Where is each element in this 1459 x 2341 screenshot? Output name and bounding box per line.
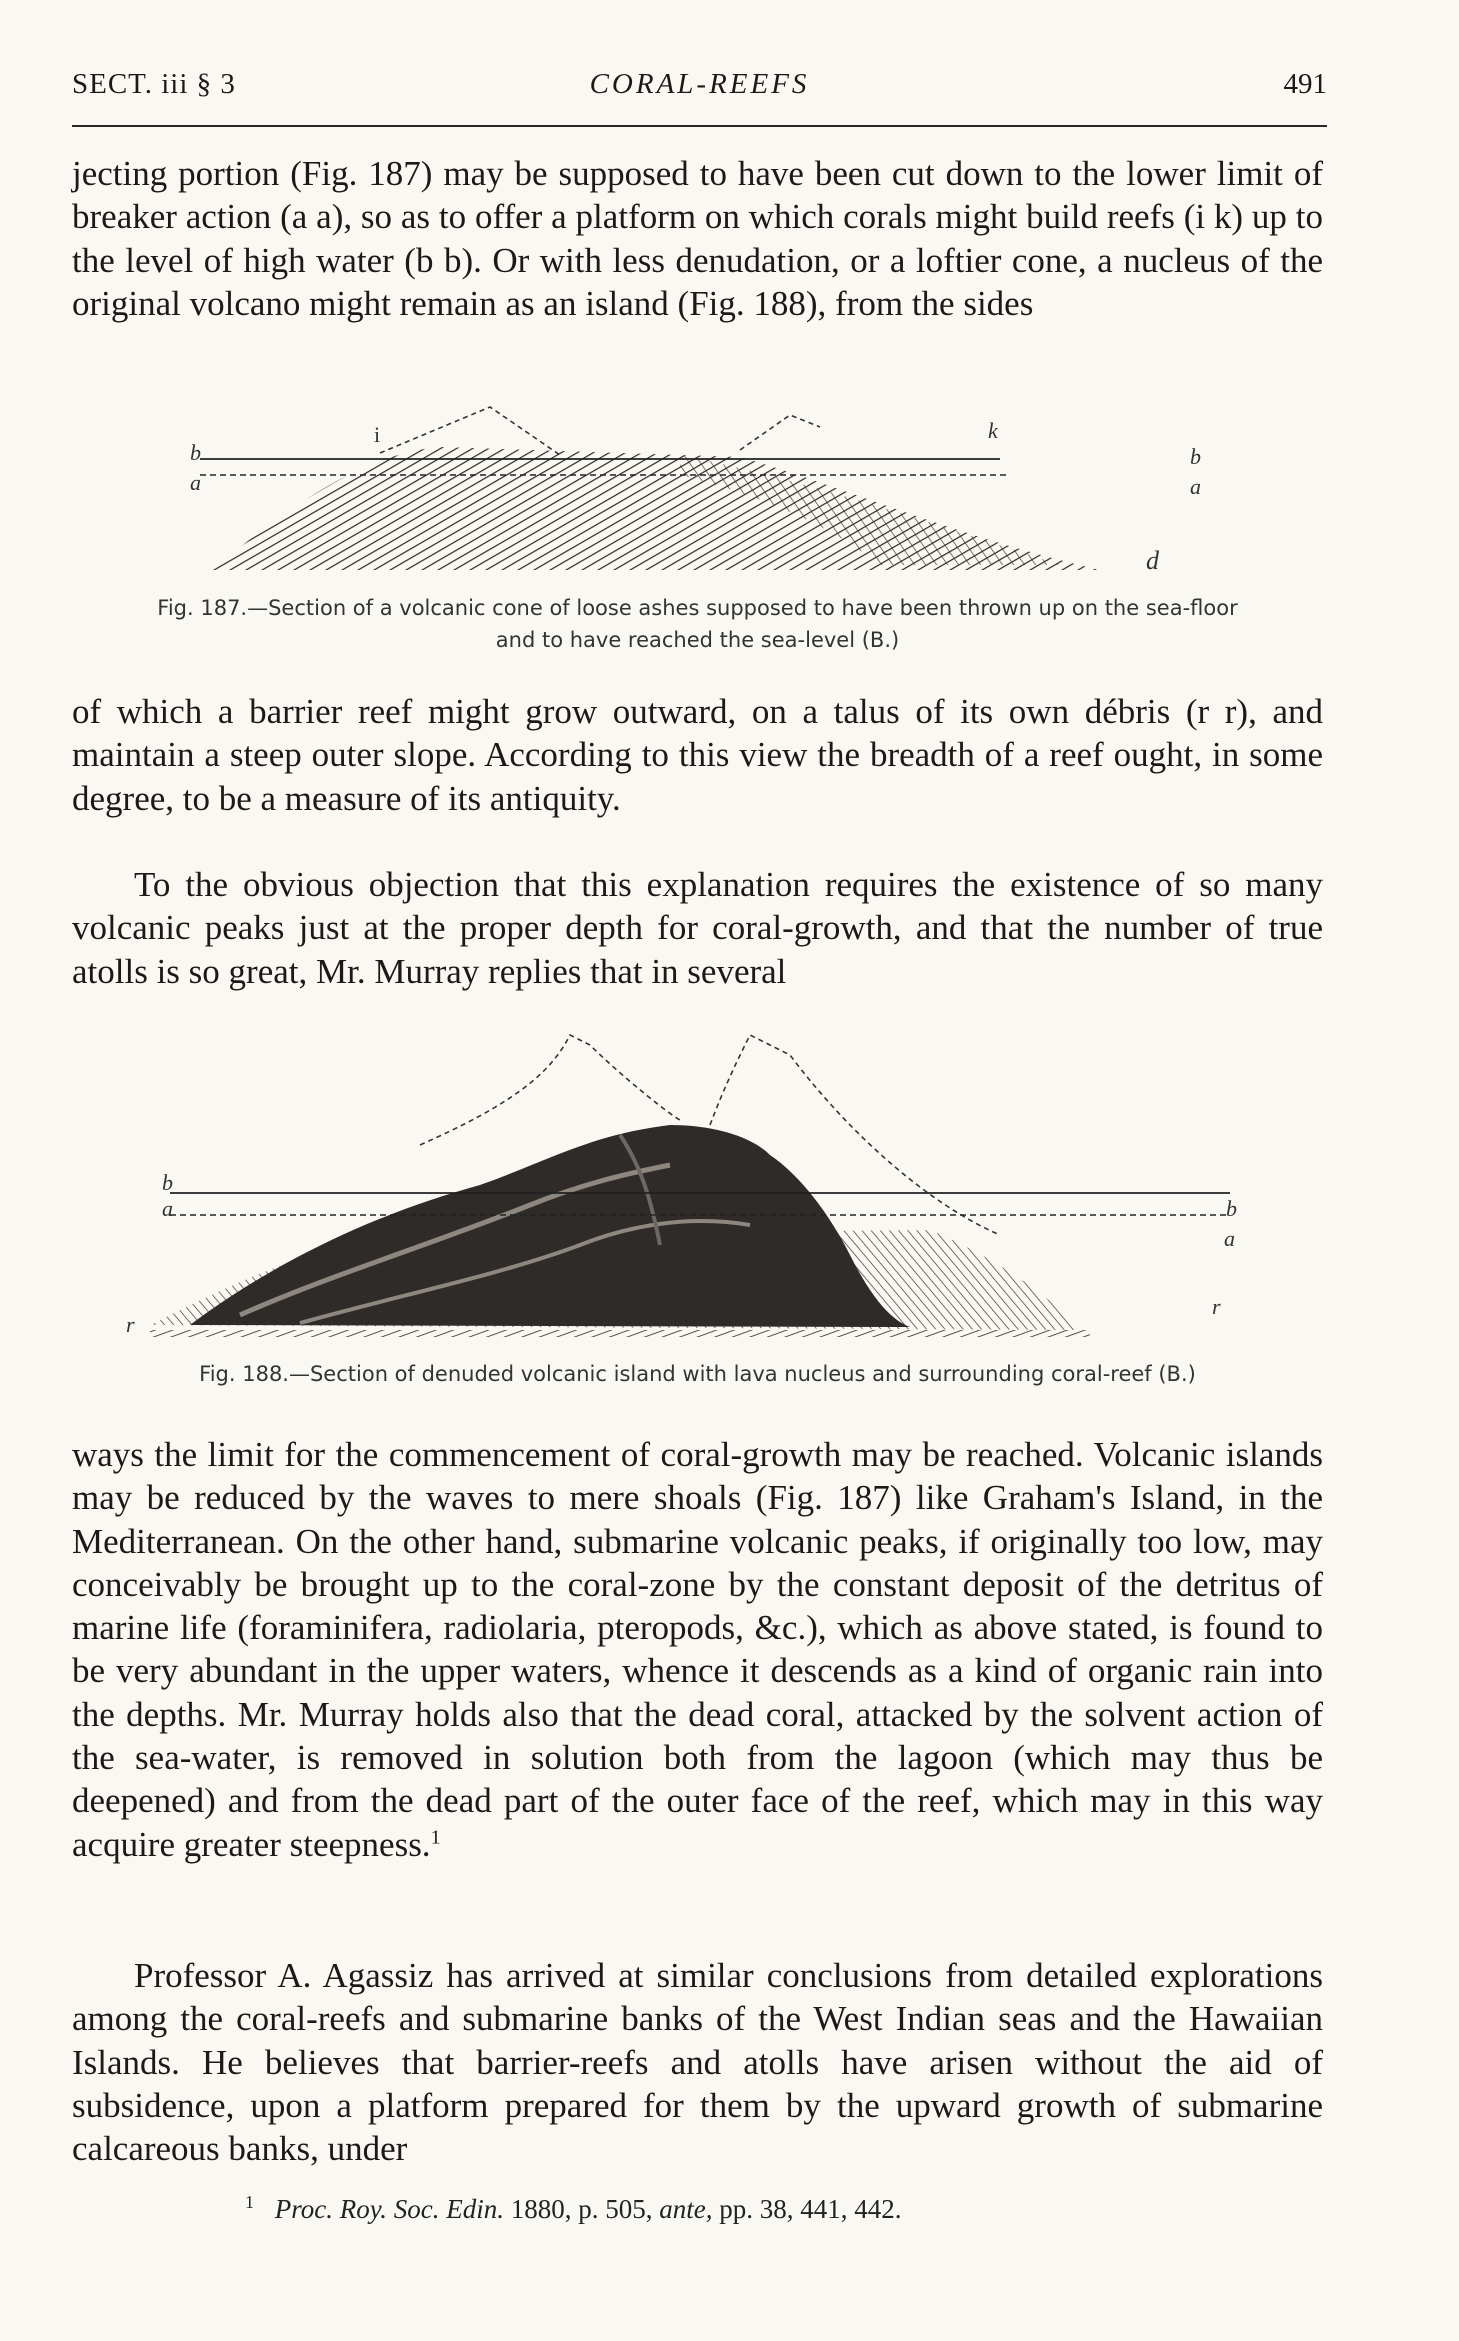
fig187-label-b-right: b (1190, 444, 1201, 469)
footnote-details-1: 1880, p. 505, (510, 2194, 653, 2224)
fig187-caption-line-2: and to have reached the sea-level (B.) (495, 628, 900, 652)
figure-188-caption: Fig. 188.—Section of denuded volcanic island with lava nucleus and surrounding coral-reef (B.) (199, 1362, 1196, 1386)
fig187-label-i: i (374, 422, 381, 447)
fig188-label-a-right: a (1224, 1226, 1235, 1251)
fig188-label-r-left: r (126, 1312, 135, 1337)
fig188-label-r-right: r (1212, 1294, 1221, 1319)
running-header (72, 68, 1327, 108)
page-number: 491 (1283, 68, 1327, 100)
figure-187-caption (72, 592, 1323, 656)
fig187-caption-line-1: Fig. 187.—Section of a volcanic cone of loose ashes supposed to have been thrown up on the sea-floor (157, 596, 1238, 620)
footnote-marker: 1 (245, 2192, 254, 2212)
figure-187-illustration (180, 395, 1190, 585)
paragraph-4 (72, 1433, 1323, 1866)
fig188-label-b-left: b (162, 1170, 173, 1195)
fig187-label-a-right: a (1190, 474, 1201, 499)
footnote (245, 2192, 901, 2225)
figure-188-illustration (150, 1025, 1260, 1355)
paragraph-5: Professor A. Agassiz has arrived at similar conclusions from detailed explorations among the coral-reefs and submarine banks of the West Indian seas and the Hawaiian Islands. He believes that barrier-reefs and atolls have arisen without the aid of subsidence, upon a platform prepared for them by the upward growth of submarine calcareous banks, under (72, 1956, 1323, 2169)
footnote-reference: 1 (430, 1826, 441, 1849)
fig187-label-k: k (988, 418, 998, 443)
paragraph-4-text: ways the limit for the commencement of coral-growth may be reached. Volcanic islands may be reduced by the waves to mere shoals (Fig. 187) like Graham's Island, in the Mediterranean. On the other hand, submarine volcanic peaks, if originally too low, may conceivably be brought up to the coral-zone by the constant deposit of the detritus of marine life (foraminifera, radiolaria, pteropods, &c.), which as above stated, is found to be very abundant in the upper waters, whence it descends as a kind of organic rain into the depths. Mr. Murray holds also that the dead coral, attacked by the solvent action of the sea-water, is removed in solution both from the lagoon (which may thus be deepened) and from the dead part of the outer face of the reef, which may in this way acquire greater steepness. (72, 1435, 1323, 1864)
paragraph-3: To the obvious objection that this explanation requires the existence of so many volcanic peaks just at the proper depth for coral-growth, and that the number of true atolls is so great, Mr. Murray replies that in several (72, 865, 1323, 991)
chapter-title: CORAL-REEFS (589, 68, 810, 100)
lava-nucleus (190, 1125, 910, 1327)
fig187-label-b-left: b (190, 440, 201, 465)
original-cone-outline (420, 1035, 680, 1145)
sea-floor (150, 1330, 1090, 1337)
fig187-label-d: d (1146, 546, 1159, 575)
footnote-ante: ante, (659, 2194, 713, 2224)
original-cone-outline (380, 407, 560, 455)
fig188-label-b-right: b (1226, 1196, 1237, 1221)
header-rule (72, 125, 1327, 127)
footnote-journal: Proc. Roy. Soc. Edin. (274, 2194, 504, 2224)
reef-outline-k (740, 415, 820, 450)
paragraph-1: jecting portion (Fig. 187) may be supposed to have been cut down to the lower limit of breaker action (a a), so as to offer a platform on which corals might build reefs (i k) up to the level of high water (b b). Or with less denudation, or a loftier cone, a nucleus of the original volcano might remain as an island (Fig. 188), from the sides (72, 154, 1323, 323)
paragraph-2: of which a barrier reef might grow outward, on a talus of its own débris (r r), and maintain a steep outer slope. According to this view the breadth of a reef ought, in some degree, to be a measure of its antiquity. (72, 692, 1323, 818)
fig187-label-a-left: a (190, 470, 201, 495)
fig188-label-a-left: a (162, 1196, 173, 1221)
footnote-details-2: pp. 38, 441, 442. (719, 2194, 902, 2224)
section-reference: SECT. iii § 3 (72, 68, 236, 100)
